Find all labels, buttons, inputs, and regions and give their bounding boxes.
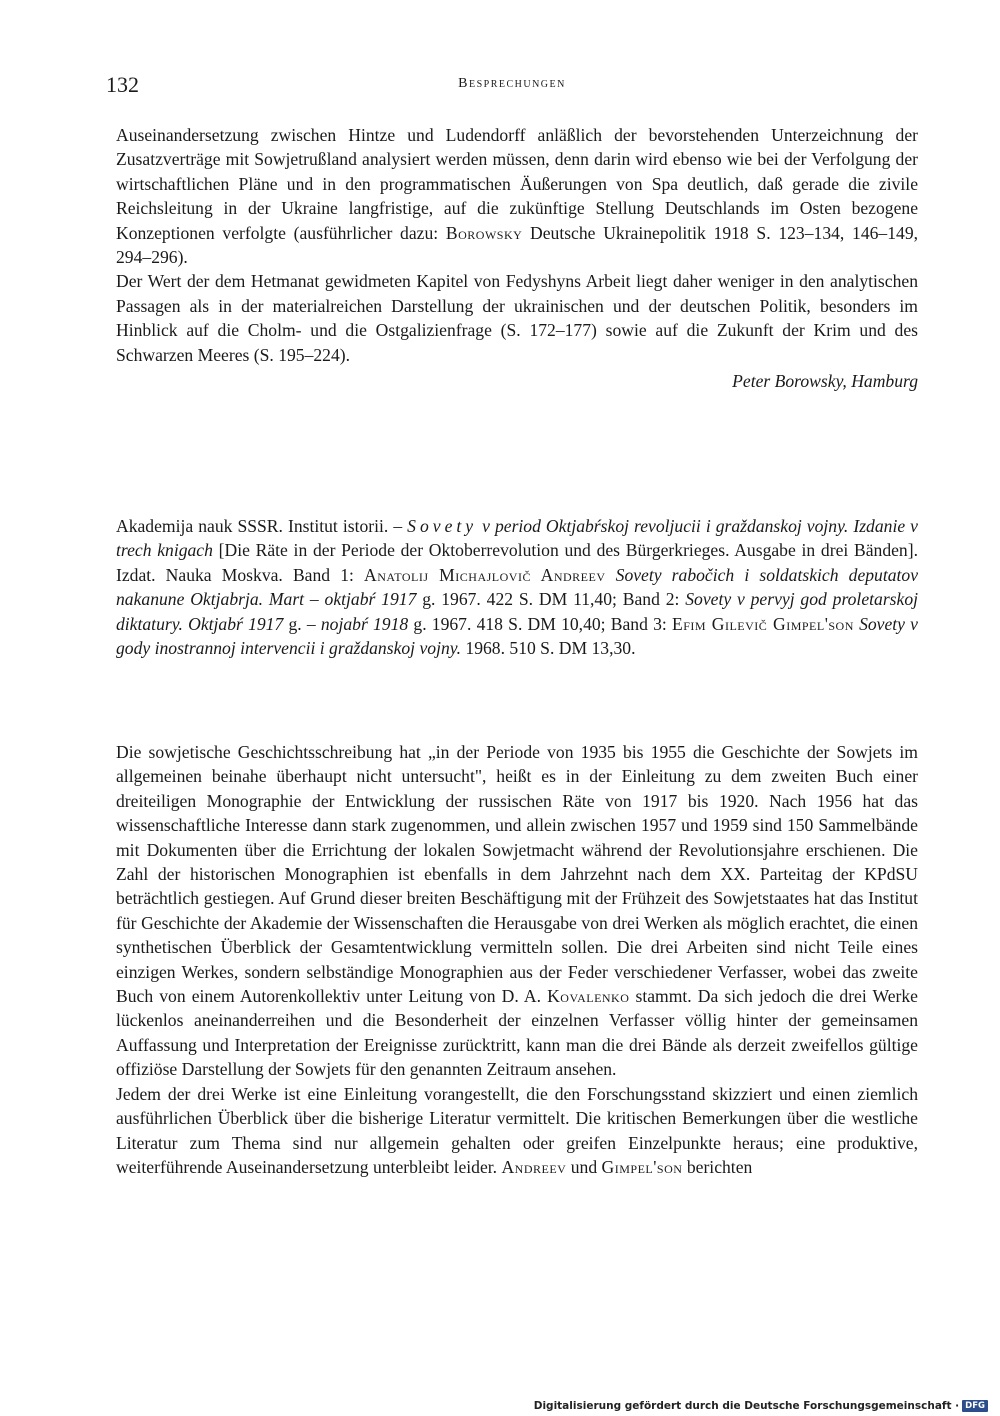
page-header	[106, 72, 918, 102]
review-2-paragraph-2: Jedem der drei Werke ist eine Einleitung vorangestellt, die den Forschungsstand skizziert und einen ziemlich ausführlichen Überblick über die bisherige Literatur vermittelt. Die kritischen Bemerkungen über die westliche Literatur zum Thema sind nur allgemein gehalten oder greifen Einzelpunkte heraus; eine produktive, weiterführende Auseinandersetzung unterbleibt leider. Andreev und Gimpel'son berichten	[116, 1083, 918, 1177]
review-2-body	[116, 740, 918, 1179]
author-name: Andreev	[501, 1156, 567, 1177]
book-series-title: Sovety	[407, 516, 478, 536]
review-1	[116, 123, 918, 393]
author-name: Gimpel'son	[601, 1156, 683, 1177]
review-2-paragraph-1: Die sowjetische Geschichtsschreibung hat „in der Periode von 1935 bis 1955 die Geschichte der Sowjets im allgemeinen beinahe überhaupt nicht untersucht", heißt es in der Einleitung zu dem zweiten Buch einer dreiteiligen Monographie der Entwicklung der russischen Räte von 1917 bis 1920. Nach 1956 hat das wissenschaftliche Interesse dann stark zugenommen, und allein zwischen 1957 und 1959 sind 150 Sammelbände mit Dokumenten über die Errichtung der lokalen Sowjetmacht während der Revolutionsjahre erschienen. Die Zahl der historischen Monographien ist ebenfalls in dem Jahrzehnt nach dem XX. Parteitag der KPdSU beträchtlich gestiegen. Auf Grund dieser breiten Beschäftigung mit der Frühzeit des Sowjetstaates hat das Institut für Geschichte der Akademie der Wissenschaften die Herausgabe von drei Werken als möglich erachtet, die einen synthetischen Überblick der Gesamtentwicklung vermitteln sollen. Die drei Arbeiten sind nicht Teile eines einzigen Werkes, sondern selbständige Monographien aus der Feder verschiedener Verfasser, wobei das zweite Buch von einem Autorenkollektiv unter Leitung von D. A. Kovalenko stammt. Da sich jedoch die drei Werke lückenlos aneinanderreihen und die Besonderheit der einzelnen Verfasser völlig hinter der gemeinsamen Auffassung und Interpretation der Ereignisse zurücktritt, kann man die drei Bände als derzeit zweifellos gültige offiziöse Darstellung der Sowjets für den genannten Zeitraum ansehen.	[116, 742, 918, 1080]
review-1-paragraph-2: Der Wert der dem Hetmanat gewidmeten Kapitel von Fedyshyns Arbeit liegt daher weniger in den analytischen Passagen als in der materialreichen Darstellung der ukrainischen und der deutschen Politik, besonders im Hinblick auf die Cholm- und die Ostgalizienfrage (S. 172–177) sowie auf die Zukunft der Krim und des Schwarzen Meeres (S. 195–224).	[116, 271, 918, 365]
author-name: Kovalenko	[547, 986, 630, 1007]
dfg-logo-icon: DFG	[962, 1400, 988, 1412]
review-2-bibliographic-heading: Akademija nauk SSSR. Institut istorii. – Sovety v period Oktjabŕskoj revoljucii i graždanskoj vojny. Izdanie v trech knigach [Die Räte in der Periode der Oktoberrevolution und des Bürgerkrieges. Ausgabe in drei Bänden]. Izdat. Nauka Moskva. Band 1: Anatolij Michajlovič Andreev Sovety rabočich i soldatskich deputatov nakanune Oktjabrja. Mart – oktjabŕ 1917 g. 1967. 422 S. DM 11,40; Band 2: Sovety v pervyj god proletarskoj diktatury. Oktjabŕ 1917 g. – nojabŕ 1918 g. 1967. 418 S. DM 10,40; Band 3: Efim Gilevič Gimpel'son Sovety v gody inostrannoj intervencii i graždanskoj vojny. 1968. 510 S. DM 13,30.	[116, 516, 919, 659]
page-number: 132	[106, 72, 139, 97]
author-name: Efim Gilevič Gimpel'son	[671, 613, 854, 634]
running-head: Besprechungen	[458, 76, 566, 91]
author-name: Anatolij Michajlovič Andreev	[364, 564, 606, 585]
digitization-notice-text: Digitalisierung gefördert durch die Deutsche Forschungsgemeinschaft ·	[533, 1400, 960, 1412]
review-1-paragraph-1: Auseinandersetzung zwischen Hintze und Ludendorff anläßlich der bevorstehenden Unterzeichnung der Zusatzverträge mit Sowjetrußland analysiert werden müssen, denn darin wird ebenso wie bei der Verfolgung der wirtschaftlichen Pläne und in den programmatischen Äußerungen von Spa deutlich, daß gerade die zivile Reichsleitung in der Ukraine langfristige, auf die zukünftige Stellung Deutschlands im Osten bezogene Konzeptionen verfolgte (ausführlicher dazu: Borowsky Deutsche Ukrainepolitik 1918 S. 123–134, 146–149, 294–296).	[116, 125, 919, 268]
author-name: Borowsky	[445, 222, 523, 243]
reviewer-signature: Peter Borowsky, Hamburg	[732, 371, 918, 392]
digitization-notice	[534, 1400, 988, 1412]
